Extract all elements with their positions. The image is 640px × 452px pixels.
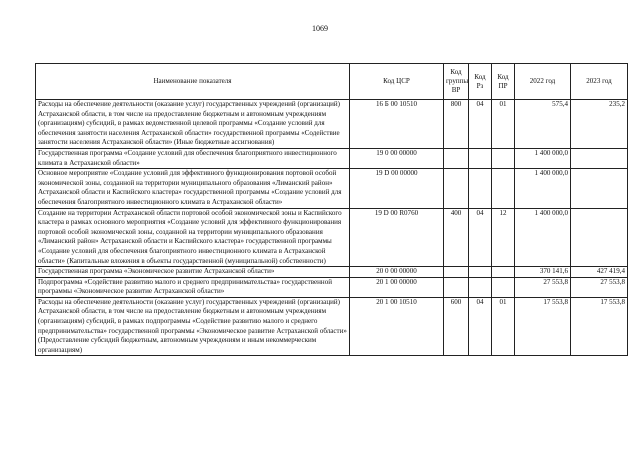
row-name: Государственная программа «Экономическое развитие Астраханской области» <box>36 267 350 278</box>
row-csr: 19 D 00 R0760 <box>350 208 444 267</box>
header-csr: Код ЦСР <box>350 64 444 100</box>
row-name: Создание на территории Астраханской области портовой особой экономической зоны и Каспийского кластера в рамках основного мероприятия «Создание условий для эффективного функционирования портовой особой экономической зоны, созданной на территории муниципального образования «Лиманский район» Астраханской области и Каспийского кластера» государственной программы «Создание условий для обеспечения благоприятного инвестиционного климата в Астраханской области» (Капитальные вложения в объекты государственной (муниципальной) собственности) <box>36 208 350 267</box>
row-pr <box>492 277 515 297</box>
row-name: Расходы на обеспечение деятельности (оказание услуг) государственных учреждений (организаций) Астраханской области, в том числе на предоставление бюджетным и автономным учреждениям (организациям) субсидий, в рамках подпрограммы «Содействие развитию малого и среднего предпринимательства» государственной программы «Экономическое развитие Астраханской области» (Предоставление субсидий бюджетным, автономным учреждениям и иным некоммерческим организациям) <box>36 297 350 356</box>
row-rz <box>469 267 492 278</box>
row-2023: 27 553,8 <box>571 277 628 297</box>
row-2022: 17 553,8 <box>515 297 571 356</box>
row-csr: 19 0 00 00000 <box>350 148 444 168</box>
row-rz <box>469 148 492 168</box>
table-header-row <box>36 64 628 100</box>
table-row <box>36 277 628 297</box>
row-csr: 20 1 00 00000 <box>350 277 444 297</box>
row-2023 <box>571 208 628 267</box>
row-pr <box>492 148 515 168</box>
row-2023: 235,2 <box>571 100 628 149</box>
row-name: Расходы на обеспечение деятельности (оказание услуг) государственных учреждений (организаций) Астраханской области, в том числе на предоставление бюджетным и автономным учреждениям (организациям) субсидий, в рамках ведомственной целевой программы «Создание условий для обеспечения занятости населения Астраханской области» государственной программы «Содействие занятости населения Астраханской области» (Иные бюджетные ассигнования) <box>36 100 350 149</box>
row-2022: 575,4 <box>515 100 571 149</box>
row-name: Государственная программа «Создание условий для обеспечения благоприятного инвестиционного климата в Астраханской области» <box>36 148 350 168</box>
row-2023: 427 419,4 <box>571 267 628 278</box>
row-2022: 1 400 000,0 <box>515 208 571 267</box>
row-rz: 04 <box>469 297 492 356</box>
row-csr: 20 0 00 00000 <box>350 267 444 278</box>
row-pr <box>492 267 515 278</box>
page-number: 1069 <box>312 24 328 33</box>
header-name: Наименование показателя <box>36 64 350 100</box>
header-vr: Код группы ВР <box>444 64 469 100</box>
row-rz <box>469 169 492 208</box>
header-rz: Код Рз <box>469 64 492 100</box>
row-pr <box>492 169 515 208</box>
row-vr <box>444 148 469 168</box>
budget-table <box>35 63 628 356</box>
row-vr <box>444 169 469 208</box>
row-pr: 01 <box>492 297 515 356</box>
row-rz: 04 <box>469 208 492 267</box>
row-csr: 16 Б 00 10510 <box>350 100 444 149</box>
row-vr: 600 <box>444 297 469 356</box>
row-pr: 01 <box>492 100 515 149</box>
table-row <box>36 208 628 267</box>
row-csr: 19 D 00 00000 <box>350 169 444 208</box>
row-vr: 800 <box>444 100 469 149</box>
row-2023 <box>571 169 628 208</box>
row-name: Подпрограмма «Содействие развитию малого и среднего предпринимательства» государственной программы «Экономическое развитие Астраханской области» <box>36 277 350 297</box>
row-2022: 1 400 000,0 <box>515 169 571 208</box>
row-2022: 27 553,8 <box>515 277 571 297</box>
row-2022: 1 400 000,0 <box>515 148 571 168</box>
row-2022: 370 141,6 <box>515 267 571 278</box>
row-vr <box>444 267 469 278</box>
row-csr: 20 1 00 10510 <box>350 297 444 356</box>
table-row <box>36 100 628 149</box>
row-2023 <box>571 148 628 168</box>
row-pr: 12 <box>492 208 515 267</box>
table-row <box>36 148 628 168</box>
header-pr: Код ПР <box>492 64 515 100</box>
row-rz: 04 <box>469 100 492 149</box>
table-row <box>36 297 628 356</box>
row-name: Основное мероприятие «Создание условий для эффективного функционирования портовой особой экономической зоны, созданной на территории муниципального образования «Лиманский район» Астраханской области и Каспийского кластера» государственной программы «Создание условий для обеспечения благоприятного инвестиционного климата в Астраханской области» <box>36 169 350 208</box>
table-row <box>36 267 628 278</box>
table-row <box>36 169 628 208</box>
header-2023: 2023 год <box>571 64 628 100</box>
row-vr: 400 <box>444 208 469 267</box>
header-2022: 2022 год <box>515 64 571 100</box>
row-2023: 17 553,8 <box>571 297 628 356</box>
row-vr <box>444 277 469 297</box>
row-rz <box>469 277 492 297</box>
